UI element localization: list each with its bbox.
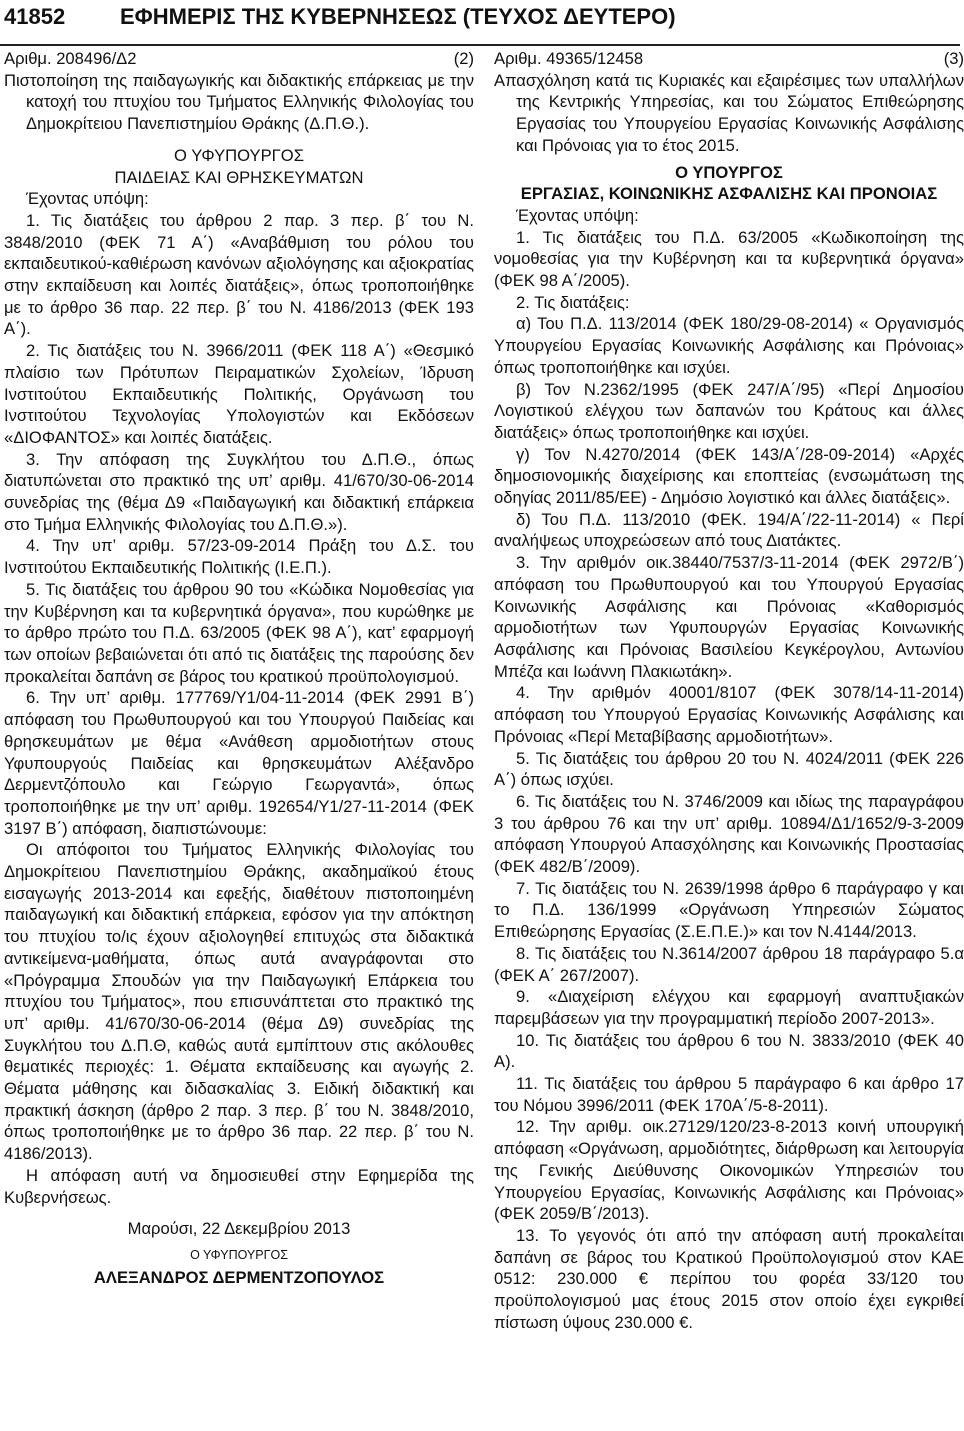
decision-index: (3) — [943, 49, 964, 68]
decision-header — [4, 48, 474, 70]
recital-paragraph: 4. Την αριθμόν 40001/8107 (ΦΕΚ 3078/14-11-2014) απόφαση του Υπουργού Εργασίας Κοινωνικής Ασφάλισης και Πρόνοιας «Περί Μεταβίβασης αρμοδιοτήτων». — [494, 683, 964, 746]
authority-ministry: ΕΡΓΑΣΙΑΣ, ΚΟΙΝΩΝΙΚΗΣ ΑΣΦΑΛΙΣΗΣ ΚΑΙ ΠΡΟΝΟΙΑΣ — [520, 184, 938, 204]
recital-paragraph: 6. Τις διατάξεις του Ν. 3746/2009 και ιδίως της παραγράφου 3 του άρθρου 76 και την υπ’ αριθμ. 10894/Δ1/1652/9-3-2009 απόφαση Υπουργού Απασχόλησης και Κοινωνικής Προστασίας (ΦΕΚ 482/Β΄/2009). — [494, 791, 964, 877]
recital-paragraph: 8. Τις διατάξεις του Ν.3614/2007 άρθρου 18 παράγραφο 5.α (ΦΕΚ Α΄ 267/2007). — [494, 943, 964, 985]
having-regard: Έχοντας υπόψη: — [26, 189, 149, 209]
recital-paragraph: 5. Τις διατάξεις του άρθρου 20 του Ν. 4024/2011 (ΦΕΚ 226 Α΄) όπως ισχύει. — [494, 748, 964, 790]
recital-paragraph: 7. Τις διατάξεις του Ν. 2639/1998 άρθρο 6 παράγραφο γ και το Π.Δ. 136/1999 «Οργάνωση Υπηρεσιών Σώματος Επιθεώρησης Εργασίας (Σ.Ε.Π.Ε.)» και τον Ν.4144/2013. — [494, 878, 964, 942]
gazette-title: ΕΦΗΜΕΡΙΣ ΤΗΣ ΚΥΒΕΡΝΗΣΕΩΣ (ΤΕΥΧΟΣ ΔΕΥΤΕΡΟ) — [120, 4, 676, 29]
authority-ministry: ΠΑΙΔΕΙΑΣ ΚΑΙ ΘΡΗΣΚΕΥΜΑΤΩΝ — [114, 167, 364, 187]
recital-paragraph: 11. Τις διατάξεις του άρθρου 5 παράγραφο 6 και άρθρο 17 του Νόμου 3996/2011 (ΦΕΚ 170Α΄/5-8-2011). — [494, 1074, 964, 1115]
decision-header — [494, 48, 964, 70]
recital-sub-item: β) Τον Ν.2362/1995 (ΦΕΚ 247/Α΄/95) «Περί Δημοσίου Λογιστικού ελέγχου των δαπανών του Κράτους και άλλες διατάξεις» όπως τροποποιήθηκε και ισχύει. — [494, 379, 964, 442]
decision-title: Απασχόληση κατά τις Κυριακές και εξαιρέσιμες των υπαλλήλων της Κεντρικής Υπηρεσίας, και του Σώματος Επιθεώρησης Εργασίας του Υπουργείου Εργασίας Κοινωνικής Ασφάλισης και Πρόνοιας για το έτος 2015. — [494, 70, 964, 155]
recital-paragraph: 13. Το γεγονός ότι από την απόφαση αυτή προκαλείται δαπάνη σε βάρος του Κρατικού Προϋπολογισμού στον ΚΑΕ 0512: 230.000 € περίπου του φορέα 33/120 του προϋπολογισμού μας έτους 2015 στον οποίο έχει εγκριθεί πίστωση ύψους 230.000 €. — [494, 1225, 964, 1332]
recital-paragraph: 5. Τις διατάξεις του άρθρου 90 του «Κώδικα Νομοθεσίας για την Κυβέρνηση και τα κυβερνητικά όργανα», που κυρώθηκε με το άρθρο πρώτο του Π.Δ. 63/2005 (ΦΕΚ 98 Α΄), κατ’ εφαρμογή των οποίων βεβαιώνεται ότι από τις διατάξεις της παρούσης δεν προκαλείται δαπάνη σε βάρος του κρατικού προϋπολογισμού. — [4, 579, 474, 686]
having-regard: Έχοντας υπόψη: — [516, 205, 639, 225]
recital-sub-item: γ) Τον Ν.4270/2014 (ΦΕΚ 143/Α΄/28-09-2014) «Αρχές δημοσιονομικής διαχείρισης και εποπτείας (ενσωμάτωση της οδηγίας 2011/85/ΕΕ) - Δημόσιο λογιστικό και άλλες διατάξεις». — [494, 444, 964, 508]
publication-order: Η απόφαση αυτή να δημοσιευθεί στην Εφημερίδα της Κυβερνήσεως. — [4, 1165, 474, 1207]
signatory-title: Ο ΥΦΥΠΟΥΡΓΟΣ — [190, 1247, 288, 1262]
decision-title: Πιστοποίηση της παιδαγωγικής και διδακτικής επάρκειας με την κατοχή του πτυχίου του Τμήματος Ελληνικής Φιλολογίας του Δημοκρίτειου Πανεπιστημίου Θράκης (Δ.Π.Θ.). — [4, 70, 474, 134]
recital-paragraph: 10. Τις διατάξεις του άρθρου 6 του Ν. 3833/2010 (ΦΕΚ 40 Α). — [494, 1030, 964, 1072]
recital-paragraph: 4. Την υπ’ αριθμ. 57/23-09-2014 Πράξη του Δ.Σ. του Ινστιτούτου Εκπαιδευτικής Πολιτικής (Ι.Ε.Π.). — [4, 536, 474, 578]
decision-number: Αριθμ. 49365/12458 — [494, 49, 644, 68]
signatory-name: ΑΛΕΞΑΝΔΡΟΣ ΔΕΡΜΕΝΤΖΟΠΟΥΛΟΣ — [93, 1267, 385, 1287]
place-date: Μαρούσι, 22 Δεκεμβρίου 2013 — [127, 1219, 351, 1239]
recital-paragraph: 2. Τις διατάξεις: — [516, 292, 630, 312]
authority-title: Ο ΥΦΥΠΟΥΡΓΟΣ — [174, 145, 304, 165]
recital-sub-item: α) Του Π.Δ. 113/2014 (ΦΕΚ 180/29-08-2014) « Οργανισμός Υπουργείου Εργασίας Κοινωνικής Ασφάλισης και Πρόνοιας» όπως τροποποιήθηκε και ισχύει. — [494, 314, 964, 377]
recital-paragraph: 6. Την υπ’ αριθμ. 177769/Υ1/04-11-2014 (ΦΕΚ 2991 Β΄) απόφαση του Πρωθυπουργού και του Υπουργού Παιδείας και θρησκευμάτων με θέμα «Ανάθεση αρμοδιοτήτων στους Υφυπουργούς Παιδείας και θρησκευμάτων Αλέξανδρο Δερμεντζόπουλο και Γεώργιο Γεωργαντά», όπως τροποποιήθηκε με την υπ’ αριθμ. 192654/Υ1/27-11-2014 (ΦΕΚ 3197 Β΄) απόφαση, διαπιστώνουμε: — [4, 688, 474, 838]
page-header — [0, 0, 960, 46]
decision-number: Αριθμ. 208496/Δ2 — [4, 49, 137, 68]
recital-sub-item: δ) Του Π.Δ. 113/2010 (ΦΕΚ. 194/Α΄/22-11-2014) « Περί αναλήψεως υποχρεώσεων από τους Διατάκτες. — [494, 509, 964, 551]
recital-paragraph: 3. Την αριθμόν οικ.38440/7537/3-11-2014 (ΦΕΚ 2972/Β΄) απόφαση του Πρωθυπουργού και του Υπουργού Εργασίας Κοινωνικής Ασφάλισης και Πρόνοιας «Καθορισμός αρμοδιοτήτων των Υφυπουργών Εργασίας Κοινωνικής Ασφάλισης και Πρόνοιας Βασιλείου Κεγκέρογλου, Αντωνίου Μπέζα και Ιωάννη Πλακιωτάκη». — [494, 553, 964, 681]
recital-paragraph: 3. Την απόφαση της Συγκλήτου του Δ.Π.Θ., όπως διατυπώνεται στο πρακτικό της υπ’ αριθμ. 41/670/30-06-2014 συνεδρίας της (θέμα Δ9 «Παιδαγωγική και διδακτική επάρκεια στο Τμήμα Ελληνικής Φιλολογίας του Δ.Π.Θ.»). — [4, 449, 474, 534]
decision-index: (2) — [453, 49, 474, 68]
page-number: 41852 — [4, 4, 66, 29]
finding-paragraph: Οι απόφοιτοι του Τμήματος Ελληνικής Φιλολογίας του Δημοκρίτειου Πανεπιστημίου Θράκης, ακαδημαϊκού έτους εισαγωγής 2013-2014 και εφεξής, διαθέτουν πιστοποιημένη παιδαγωγική και διδακτική επάρκεια, εφόσον για την απόκτηση του πτυχίου το/ις έχουν αξιολογηθεί επιτυχώς στα διδακτικά αντικείμενα-μαθήματα, όπως αυτά αναγράφονται στο «Πρόγραμμα Σπουδών για την Παιδαγωγική Επάρκεια του πτυχίου του Τμήματος», που επισυνάπτεται στο πρακτικό της υπ’ αριθμ. 41/670/30-06-2014 (θέμα Δ9) συνεδρίας της Συγκλήτου του Δ.Π.Θ, καθώς αυτά εμπίπτουν στις ακόλουθες θεματικές περιοχές: 1. Θέματα εκπαίδευσης και αγωγής 2. Θέματα μάθησης και διδασκαλίας 3. Ειδική διδακτική και πρακτική άσκηση (άρθρο 2 παρ. 3 περ. β΄ του Ν. 3848/2010, όπως τροποποιήθηκε με το άρθρο 36 παρ. 22 περ. β΄ του Ν. 4186/2013). — [4, 840, 474, 1164]
recital-paragraph: 2. Τις διατάξεις του Ν. 3966/2011 (ΦΕΚ 118 Α΄) «Θεσμικό πλαίσιο των Πρότυπων Πειραματικών Σχολείων, Ίδρυση Ινστιτούτου Εκπαιδευτικής Πολιτικής, Οργάνωση του Ινστιτούτου Τεχνολογίας Υπολογιστών και Εκδόσεων «ΔΙΟΦΑΝΤΟΣ» και λοιπές διατάξεις. — [4, 341, 474, 447]
recital-paragraph: 1. Τις διατάξεις του Π.Δ. 63/2005 «Κωδικοποίηση της νομοθεσίας για την Κυβέρνηση και τα κυβερνητικά όργανα» (ΦΕΚ 98 Α΄/2005). — [494, 227, 964, 291]
left-column — [4, 48, 474, 1288]
recital-paragraph: 9. «Διαχείριση ελέγχου και εφαρμογή αναπτυξιακών παρεμβάσεων για την προγραμματική περίοδο 2007-2013». — [494, 987, 964, 1028]
right-column — [494, 48, 964, 1333]
recital-paragraph: 1. Τις διατάξεις του άρθρου 2 παρ. 3 περ. β΄ του Ν. 3848/2010 (ΦΕΚ 71 Α΄) «Αναβάθμιση του ρόλου του εκπαιδευτικού-καθιέρωση κανόνων αξιολόγησης και αξιοκρατίας στην εκπαίδευση και λοιπές διατάξεις», όπως τροποποιήθηκε με το άρθρο 36 παρ. 22 περ. β΄ του Ν. 4186/2013 (ΦΕΚ 193 Α΄). — [4, 210, 474, 339]
authority-title: Ο ΥΠΟΥΡΓΟΣ — [675, 162, 783, 182]
recital-paragraph: 12. Την αριθμ. οικ.27129/120/23-8-2013 κοινή υπουργική απόφαση «Οργάνωση, αρμοδιότητες, διάρθρωση και λειτουργία της Γενικής Διεύθυνσης Οικονομικών Υπηρεσιών του Υπουργείου Εργασίας, Κοινωνικής Ασφάλισης και Πρόνοιας» (ΦΕΚ 2059/Β΄/2013). — [494, 1117, 964, 1224]
